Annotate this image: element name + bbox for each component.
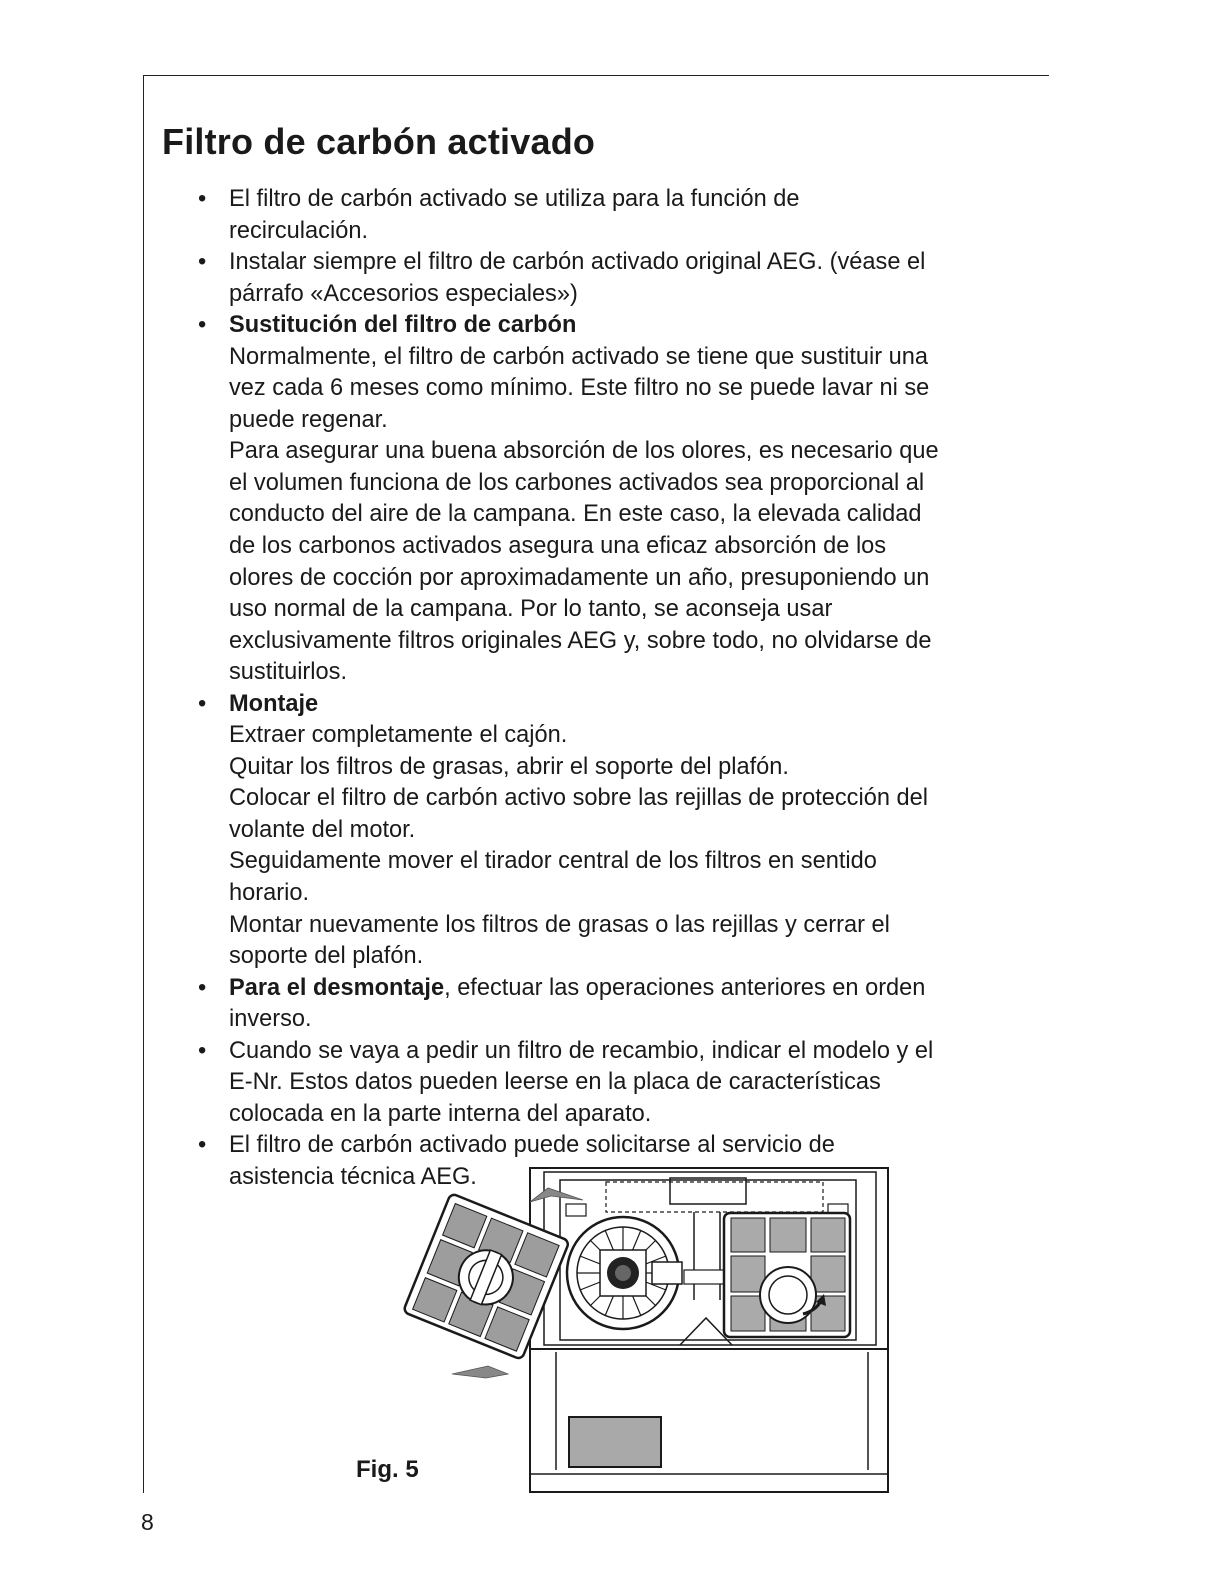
bold-lead: Para el desmontaje	[229, 974, 445, 1001]
heading-text: Sustitución del filtro de carbón	[229, 312, 577, 339]
text-line: exclusivamente filtros originales AEG y, sobre todo, no olvidarse de	[229, 627, 932, 654]
bullet-item-mounting	[0, 689, 1029, 973]
text-line: Normalmente, el filtro de carbón activado se tiene que sustituir una	[229, 343, 929, 370]
text-line: volante del motor.	[229, 816, 416, 843]
motor-fan-wheel	[567, 1217, 724, 1329]
text-line: Instalar siempre el filtro de carbón activado original AEG. (véase el	[229, 249, 926, 276]
text-line: E-Nr. Estos datos pueden leerse en la placa de características	[229, 1069, 881, 1096]
text-line: Colocar el filtro de carbón activo sobre las rejillas de protección del	[229, 785, 928, 812]
bullet-item-ordering	[0, 1036, 1029, 1131]
bullet-dot: •	[198, 1132, 207, 1159]
text-line: colocada en la parte interna del aparato.	[229, 1100, 652, 1127]
figure-label: Fig. 5	[356, 1456, 419, 1483]
text-line: vez cada 6 meses como mínimo. Este filtro no se puede lavar ni se	[229, 375, 930, 402]
text-line: inverso.	[229, 1006, 312, 1033]
bullet-item-original-filter	[0, 247, 1029, 310]
bullet-dot: •	[198, 312, 207, 339]
left-latch	[566, 1204, 586, 1216]
section-heading	[229, 310, 1029, 342]
text-line: el volumen funciona de los carbones activados sea proporcional al	[229, 469, 925, 496]
text-line: Cuando se vaya a pedir un filtro de recambio, indicar el modelo y el	[229, 1037, 934, 1064]
text-line: olores de cocción por aproximadamente un año, presuponiendo un	[229, 564, 930, 591]
bullet-dot: •	[198, 249, 207, 276]
arrow-right-icon	[452, 1366, 508, 1378]
text-line: párrafo «Accesorios especiales»)	[229, 280, 578, 307]
text-line	[229, 973, 1029, 1005]
text-line: asistencia técnica AEG.	[229, 1163, 477, 1190]
text-line: horario.	[229, 880, 309, 907]
bullet-dot: •	[198, 974, 207, 1001]
text-line: recirculación.	[229, 217, 368, 244]
page-number: 8	[141, 1509, 154, 1535]
bullet-list	[0, 184, 1220, 1194]
text-line: Para asegurar una buena absorción de los olores, es necesario que	[229, 438, 939, 465]
text-line: Seguidamente mover el tirador central de los filtros en sentido	[229, 848, 877, 875]
hood-filter-illustration	[390, 1160, 900, 1495]
bullet-item-recirculation	[0, 184, 1029, 247]
page-title: Filtro de carbón activado	[162, 121, 596, 162]
arrow-up-icon	[530, 1188, 583, 1202]
rating-plate	[569, 1417, 661, 1467]
bullet-dot: •	[198, 186, 207, 212]
text-line: Extraer completamente el cajón.	[229, 722, 568, 749]
grease-filter-installed	[724, 1213, 850, 1337]
text-line: soporte del plafón.	[229, 943, 424, 970]
text-line: El filtro de carbón activado puede solicitarse al servicio de	[229, 1132, 835, 1159]
heading-text: Montaje	[229, 690, 319, 717]
bullet-item-dismounting	[0, 973, 1029, 1036]
bullet-dot: •	[198, 690, 207, 717]
text-line: uso normal de la campana. Por lo tanto, se aconseja usar	[229, 596, 833, 623]
text-line: puede regenar.	[229, 406, 388, 433]
text-line: de los carbonos activados asegura una eficaz absorción de los	[229, 533, 887, 560]
text-line: El filtro de carbón activado se utiliza para la función de	[229, 186, 800, 212]
section-heading	[229, 689, 1029, 721]
motor-cover-dashed	[606, 1182, 823, 1212]
text-line: conducto del aire de la campana. En este caso, la elevada calidad	[229, 501, 922, 528]
lead-rest: , efectuar las operaciones anteriores en orden	[444, 974, 926, 1001]
bullet-dot: •	[198, 1037, 207, 1064]
text-line: Quitar los filtros de grasas, abrir el soporte del plafón.	[229, 753, 789, 780]
text-line: sustituirlos.	[229, 659, 348, 686]
bullet-item-replacement	[0, 310, 1029, 689]
top-rule	[143, 75, 1049, 76]
text-line: Montar nuevamente los filtros de grasas o las rejillas y cerrar el	[229, 911, 890, 938]
